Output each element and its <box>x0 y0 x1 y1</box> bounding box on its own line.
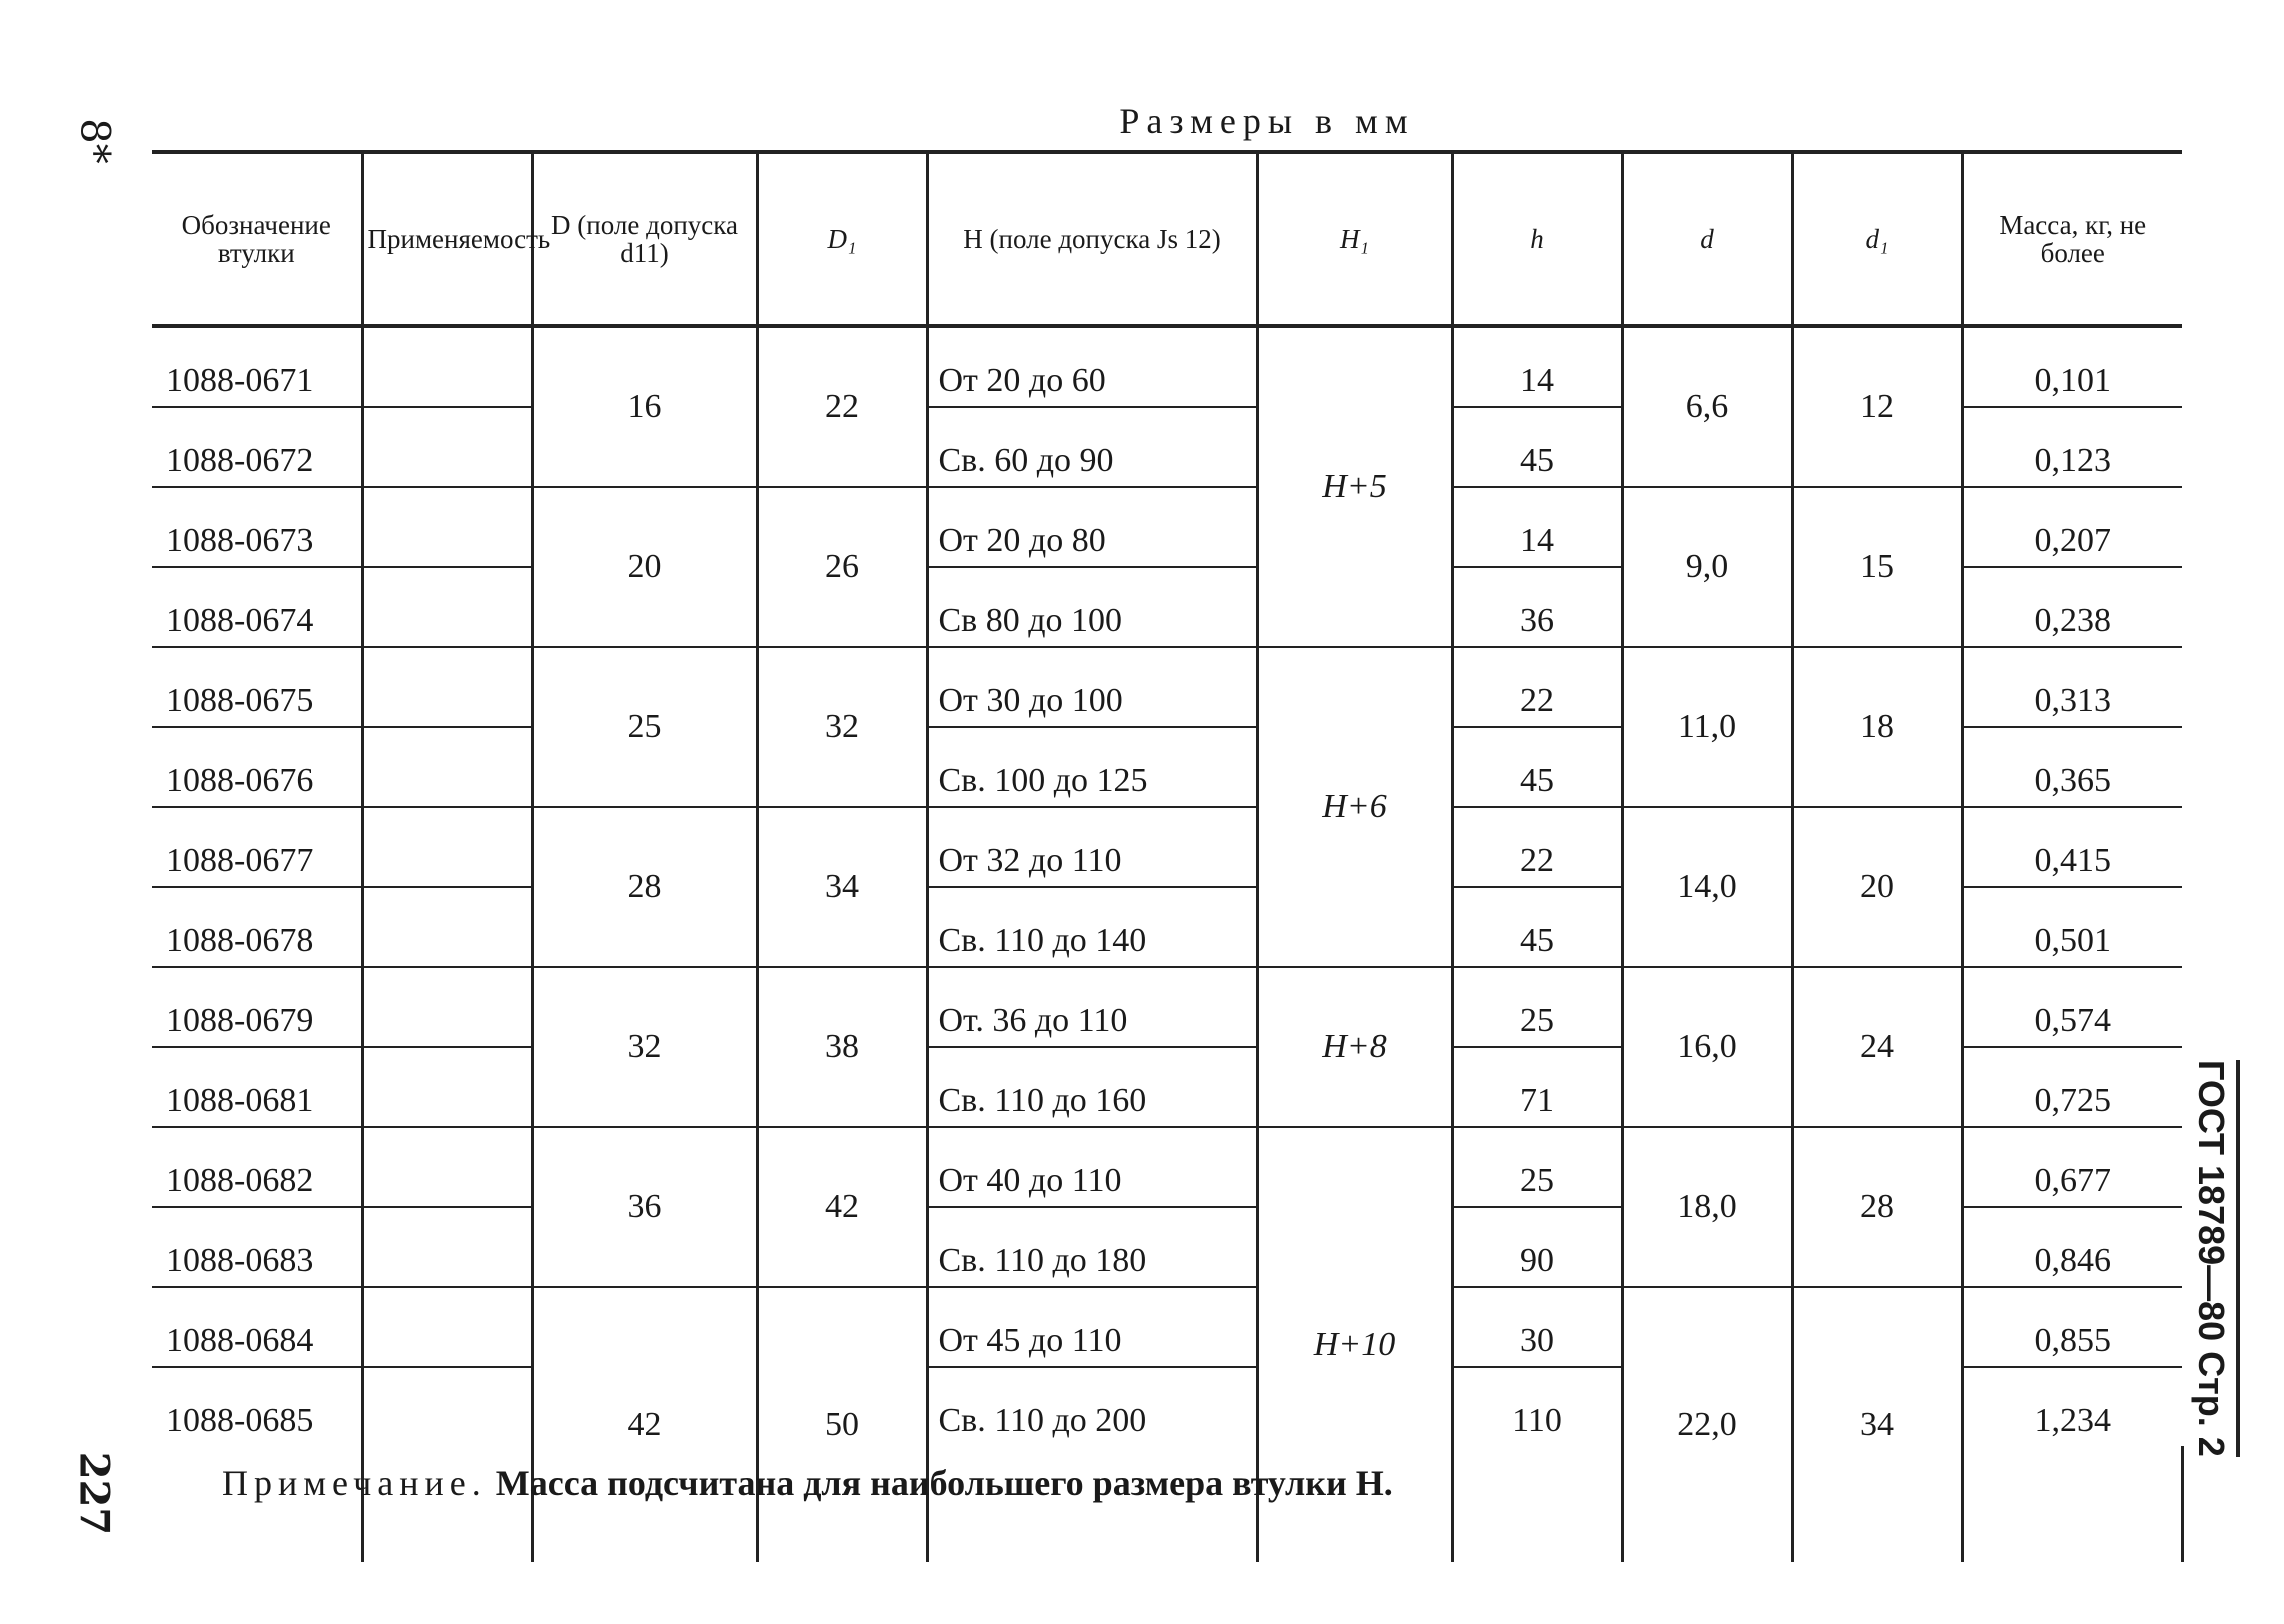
row-h: 71 <box>1452 1047 1622 1127</box>
row-H-range: Св. 110 до 200 <box>927 1367 1257 1446</box>
row-h: 22 <box>1452 807 1622 887</box>
row-H-range: От 20 до 60 <box>927 326 1257 407</box>
group-d: 16,0 <box>1622 967 1792 1127</box>
header-mass: Масса, кг, не более <box>1962 152 2182 326</box>
page-number: 227 <box>70 1451 118 1536</box>
row-h: 25 <box>1452 1127 1622 1207</box>
row-h: 14 <box>1452 326 1622 407</box>
row-h: 22 <box>1452 647 1622 727</box>
row-designation: 1088-0674 <box>152 567 362 647</box>
group-D: 25 <box>532 647 757 807</box>
row-applicability <box>362 887 532 967</box>
group-H1: H+5 <box>1257 326 1452 647</box>
group-d: 18,0 <box>1622 1127 1792 1287</box>
row-H-range: От 45 до 110 <box>927 1287 1257 1367</box>
row-mass: 0,123 <box>1962 407 2182 487</box>
group-D: 20 <box>532 487 757 647</box>
group-H1: H+6 <box>1257 647 1452 967</box>
group-d1: 24 <box>1792 967 1962 1127</box>
note-label: Примечание. <box>222 1463 487 1503</box>
row-applicability <box>362 567 532 647</box>
header-row <box>152 152 2182 326</box>
group-D1: 42 <box>757 1127 927 1287</box>
row-mass: 0,846 <box>1962 1207 2182 1287</box>
group-d1: 12 <box>1792 326 1962 487</box>
row-H-range: От 32 до 110 <box>927 807 1257 887</box>
group-D: 16 <box>532 326 757 487</box>
dimensions-table <box>152 150 2182 1562</box>
row-mass: 1,234 <box>1962 1367 2182 1446</box>
row-designation: 1088-0678 <box>152 887 362 967</box>
row-applicability <box>362 1127 532 1207</box>
group-D1: 32 <box>757 647 927 807</box>
header-d: d <box>1622 152 1792 326</box>
group-d1: 15 <box>1792 487 1962 647</box>
table-row <box>152 1287 2182 1367</box>
header-D: D (поле допуска d11) <box>532 152 757 326</box>
page-mark: 8* <box>71 118 118 164</box>
row-h: 30 <box>1452 1287 1622 1367</box>
row-designation: 1088-0681 <box>152 1047 362 1127</box>
row-H-range: От 40 до 110 <box>927 1127 1257 1207</box>
row-h: 45 <box>1452 887 1622 967</box>
row-H-range: Св. 60 до 90 <box>927 407 1257 487</box>
side-standard-label: ГОСТ 18789—80 Стр. 2 <box>2190 1060 2240 1457</box>
group-d: 6,6 <box>1622 326 1792 487</box>
row-applicability <box>362 326 532 407</box>
row-applicability <box>362 1367 532 1446</box>
header-H: H (поле допуска Js 12) <box>927 152 1257 326</box>
row-h: 36 <box>1452 567 1622 647</box>
group-d1: 18 <box>1792 647 1962 807</box>
table-row <box>152 967 2182 1047</box>
row-H-range: Св. 110 до 140 <box>927 887 1257 967</box>
row-h: 45 <box>1452 407 1622 487</box>
group-d: 11,0 <box>1622 647 1792 807</box>
row-H-range: От 20 до 80 <box>927 487 1257 567</box>
row-h: 90 <box>1452 1207 1622 1287</box>
row-mass: 0,501 <box>1962 887 2182 967</box>
row-designation: 1088-0671 <box>152 326 362 407</box>
padding-cell <box>1452 1446 1622 1562</box>
group-D: 28 <box>532 807 757 967</box>
header-d1: d₁ <box>1792 152 1962 326</box>
note-text: Масса подсчитана для наибольшего размера втулки H. <box>495 1463 1393 1503</box>
row-mass: 0,415 <box>1962 807 2182 887</box>
group-D: 32 <box>532 967 757 1127</box>
row-mass: 0,101 <box>1962 326 2182 407</box>
row-designation: 1088-0685 <box>166 1402 314 1439</box>
group-d: 9,0 <box>1622 487 1792 647</box>
row-mass: 0,313 <box>1962 647 2182 727</box>
table-row <box>152 647 2182 727</box>
row-H-range: От. 36 до 110 <box>927 967 1257 1047</box>
row-H-range: Св. 110 до 160 <box>927 1047 1257 1127</box>
header-designation: Обозначение втулки <box>181 209 331 268</box>
group-D: 36 <box>532 1127 757 1287</box>
row-applicability <box>362 1207 532 1287</box>
padding-cell <box>1962 1446 2182 1562</box>
row-applicability <box>362 1287 532 1367</box>
row-h: 45 <box>1452 727 1622 807</box>
group-D1: 34 <box>757 807 927 967</box>
row-mass: 0,365 <box>1962 727 2182 807</box>
row-applicability <box>362 647 532 727</box>
group-d1: 34 <box>1792 1287 1962 1562</box>
row-designation: 1088-0683 <box>152 1207 362 1287</box>
table-row <box>152 487 2182 567</box>
dimensions-table-container <box>152 150 2182 1562</box>
group-D1: 50 <box>757 1287 927 1562</box>
table-row <box>152 807 2182 887</box>
header-h: h <box>1452 152 1622 326</box>
group-d: 22,0 <box>1622 1287 1792 1562</box>
units-caption: Размеры в мм <box>1119 101 1415 141</box>
row-designation: 1088-0675 <box>152 647 362 727</box>
row-designation: 1088-0684 <box>152 1287 362 1367</box>
row-mass: 0,855 <box>1962 1287 2182 1367</box>
row-H-range: Св 80 до 100 <box>927 567 1257 647</box>
group-d1: 20 <box>1792 807 1962 967</box>
row-mass: 0,574 <box>1962 967 2182 1047</box>
row-h: 25 <box>1452 967 1622 1047</box>
row-mass: 0,677 <box>1962 1127 2182 1207</box>
table-row <box>152 326 2182 407</box>
row-designation: 1088-0679 <box>152 967 362 1047</box>
group-D1: 26 <box>757 487 927 647</box>
group-D1: 38 <box>757 967 927 1127</box>
row-applicability <box>362 807 532 887</box>
row-designation: 1088-0677 <box>152 807 362 887</box>
header-applicability: Применяемость <box>362 152 532 326</box>
row-h: 14 <box>1452 487 1622 567</box>
table-note <box>222 1462 1393 1504</box>
row-H-range: Св. 110 до 180 <box>927 1207 1257 1287</box>
row-designation: 1088-0682 <box>152 1127 362 1207</box>
group-H1: H+10 <box>1257 1127 1452 1562</box>
row-mass: 0,238 <box>1962 567 2182 647</box>
row-designation: 1088-0676 <box>152 727 362 807</box>
group-d: 14,0 <box>1622 807 1792 967</box>
group-d1: 28 <box>1792 1127 1962 1287</box>
row-mass: 0,207 <box>1962 487 2182 567</box>
row-applicability <box>362 407 532 487</box>
row-applicability <box>362 1047 532 1127</box>
row-applicability <box>362 487 532 567</box>
header-D1: D₁ <box>757 152 927 326</box>
table-row <box>152 1127 2182 1207</box>
group-D1: 22 <box>757 326 927 487</box>
row-applicability <box>362 967 532 1047</box>
row-applicability <box>362 727 532 807</box>
group-H1: H+8 <box>1257 967 1452 1127</box>
header-H1: H₁ <box>1257 152 1452 326</box>
row-H-range: От 30 до 100 <box>927 647 1257 727</box>
row-designation: 1088-0673 <box>152 487 362 567</box>
group-D: 42 <box>532 1287 757 1562</box>
row-h: 110 <box>1452 1367 1622 1446</box>
row-H-range: Св. 100 до 125 <box>927 727 1257 807</box>
row-designation: 1088-0672 <box>152 407 362 487</box>
row-mass: 0,725 <box>1962 1047 2182 1127</box>
